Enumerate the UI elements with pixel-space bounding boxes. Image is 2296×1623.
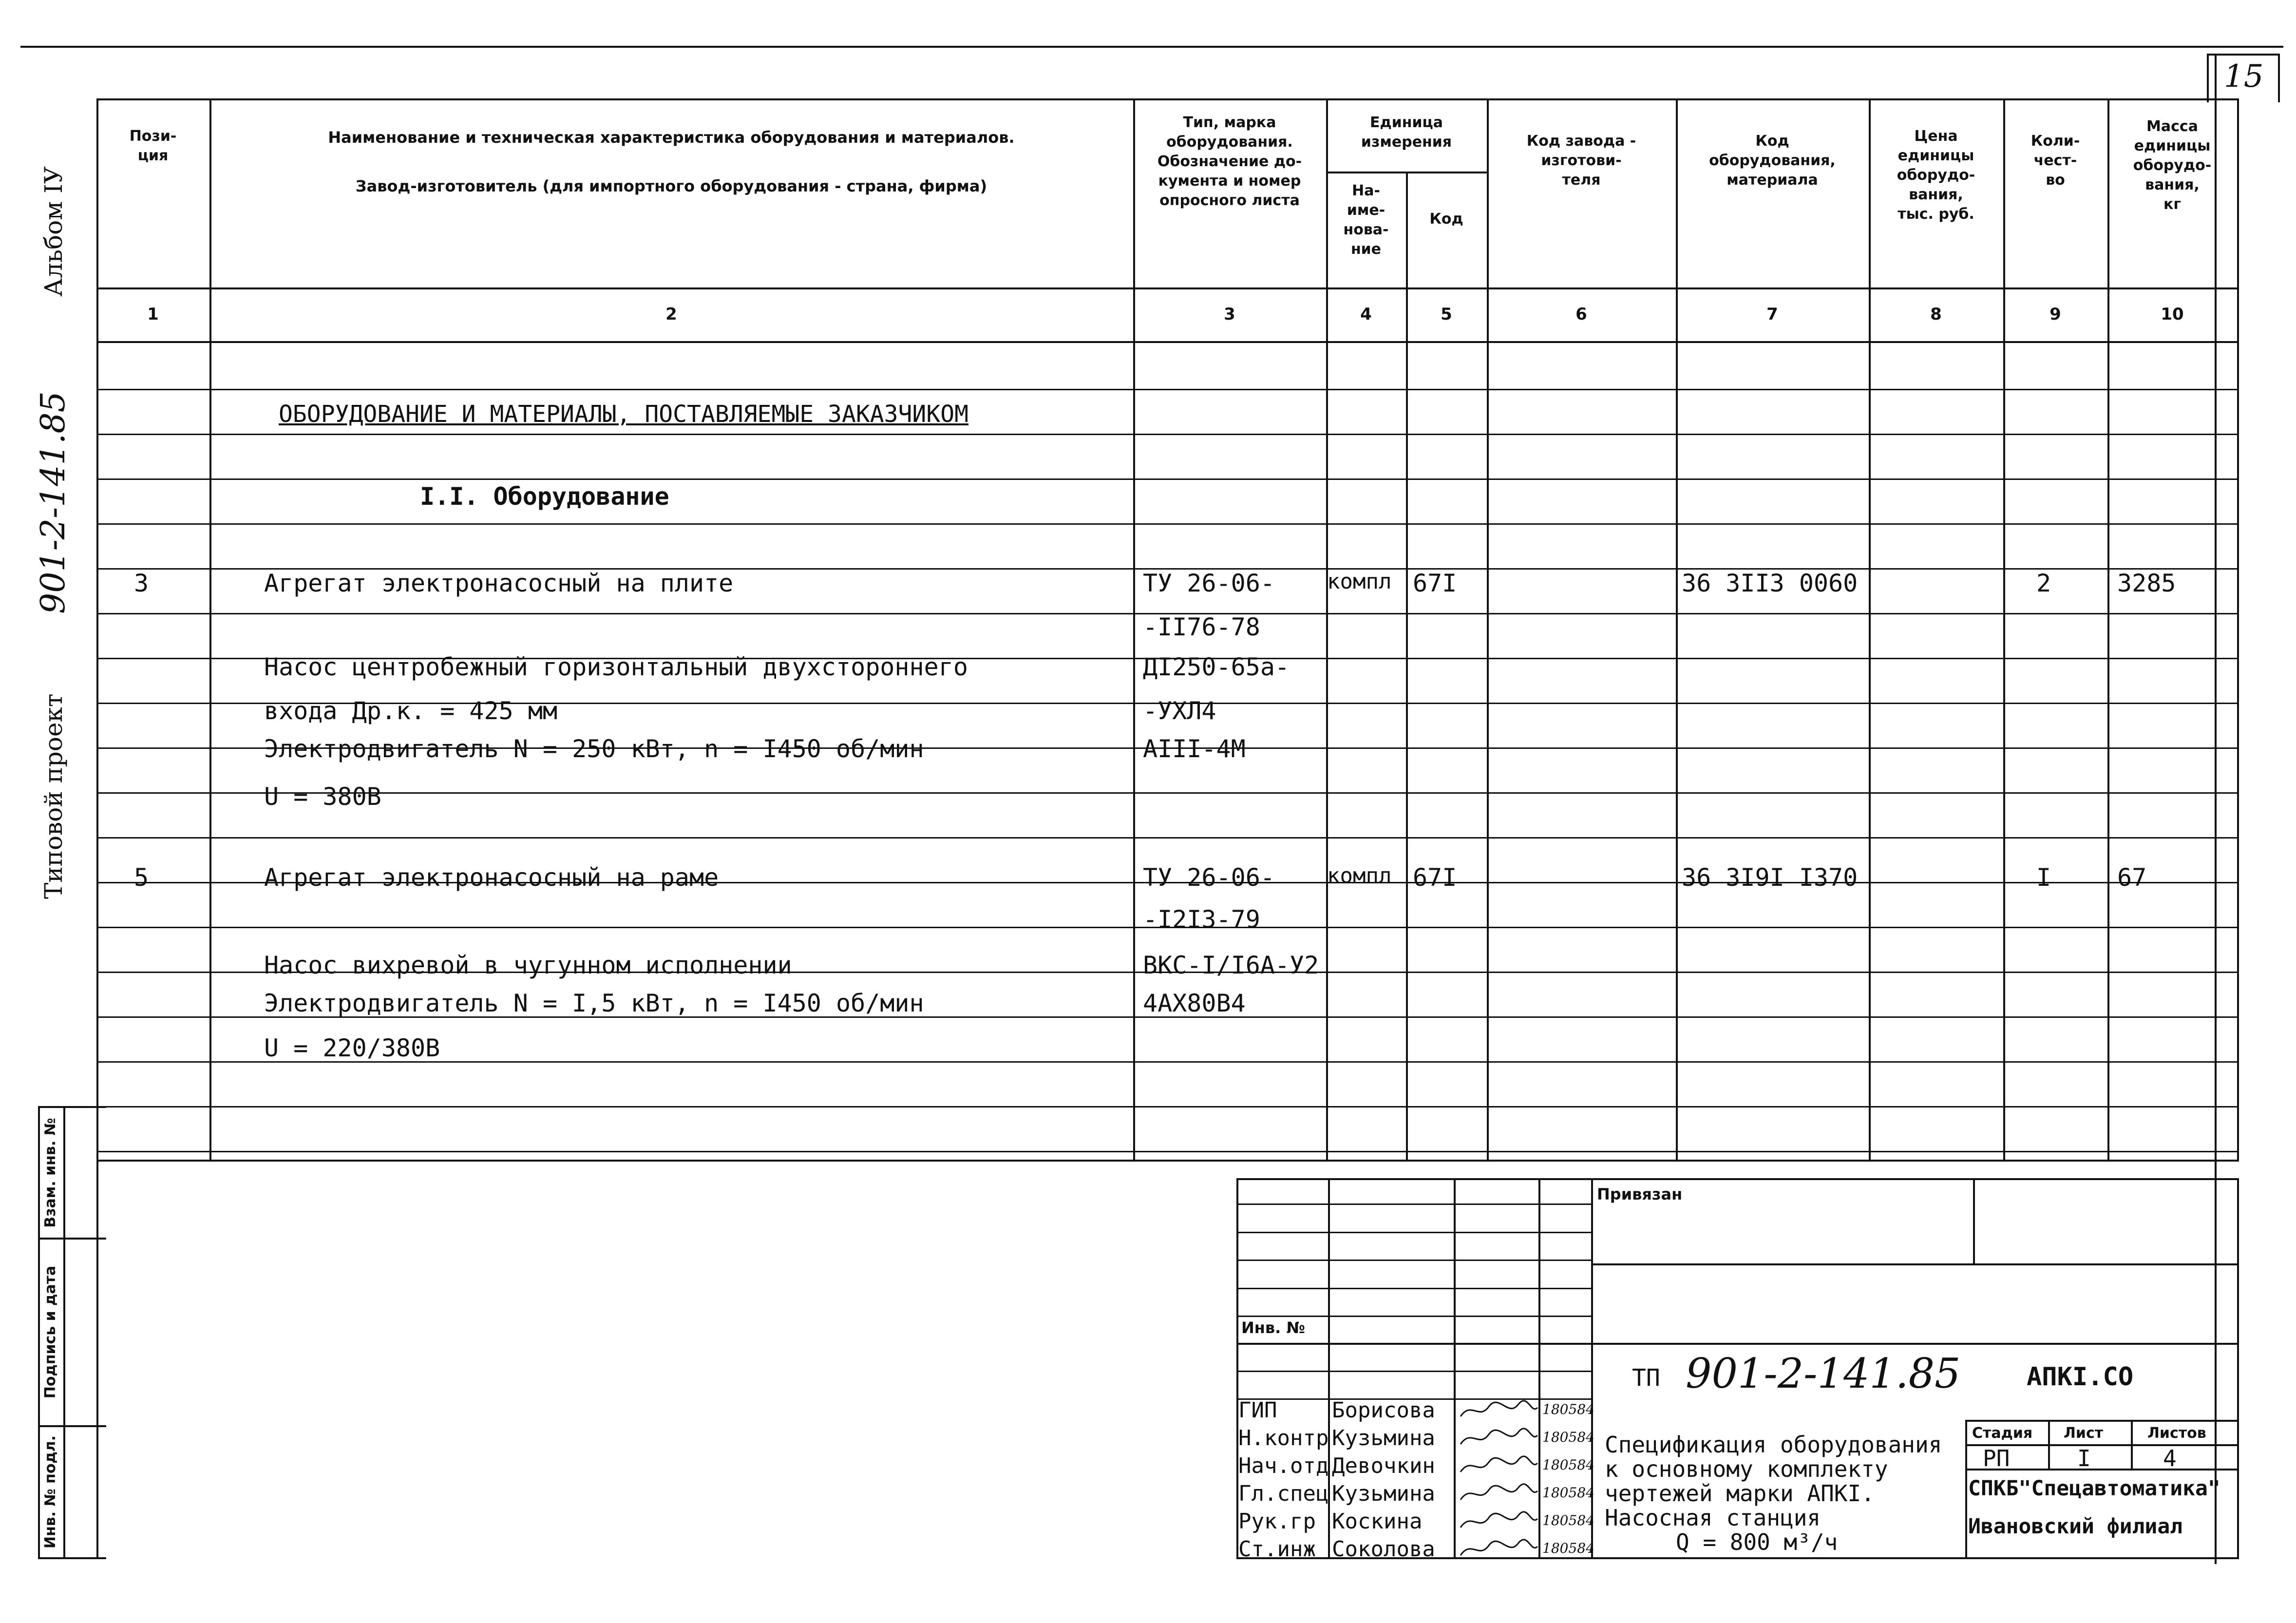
signer-role: Рук.гр — [1238, 1509, 1316, 1534]
item-equipment-code: 36 3I9I I370 — [1682, 863, 1858, 892]
signature-mark — [1458, 1426, 1540, 1451]
item-name: Агрегат электронасосный на раме — [264, 863, 719, 892]
item-unit-name: компл — [1327, 569, 1392, 594]
column-header: Код оборудования, материала — [1709, 133, 1836, 189]
column-number: 9 — [2049, 305, 2061, 324]
column-header: На- име- нова- ние — [1343, 182, 1389, 258]
sheet-label: Лист — [2064, 1425, 2104, 1442]
doc-title-line: Q = 800 м³/ч — [1676, 1529, 1838, 1555]
row-divider — [96, 792, 2239, 794]
signature-mark — [1458, 1481, 1540, 1507]
signer-role: ГИП — [1238, 1398, 1277, 1423]
row-divider — [96, 478, 2239, 480]
subsection-title: I.I. Оборудование — [420, 482, 669, 511]
doc-code: 901-2-141.85 — [1686, 1350, 1961, 1397]
side-album-label: Альбом IУ — [39, 166, 68, 297]
signer-date: 180584 — [1542, 1401, 1594, 1417]
column-header: Код — [1429, 210, 1463, 228]
item-type-mark: 4АХ80В4 — [1143, 989, 1246, 1017]
item-name: Электродвигатель N = 250 кВт, n = I450 об/мин — [264, 735, 924, 763]
column-number: 7 — [1766, 305, 1778, 324]
signer-name: Соколова — [1332, 1537, 1435, 1562]
row-divider — [96, 1106, 2239, 1107]
section-title: ОБОРУДОВАНИЕ И МАТЕРИАЛЫ, ПОСТАВЛЯЕМЫЕ ЗАКАЗЧИКОМ — [279, 401, 969, 428]
column-divider — [1676, 98, 1678, 1160]
item-unit-name: компл — [1327, 863, 1392, 888]
column-header: Цена единицы оборудо- вания, тыс. руб. — [1897, 128, 1975, 223]
signer-date: 180584 — [1542, 1429, 1594, 1445]
signer-name: Девочкин — [1332, 1453, 1435, 1478]
column-header: Коли- чест- во — [2030, 133, 2080, 189]
signature-mark — [1458, 1453, 1540, 1479]
column-number: 1 — [147, 305, 159, 324]
inv-no-label: Инв. № — [1241, 1318, 1305, 1337]
column-header: Пози- ция — [129, 128, 177, 164]
item-name: Электродвигатель N = I,5 кВт, n = I450 об/мин — [264, 989, 924, 1017]
unit-group-header: Единица измерения — [1361, 114, 1452, 151]
item-name: Насос вихревой в чугунном исполнении — [264, 951, 792, 979]
item-position: 3 — [134, 569, 149, 597]
item-mass: 67 — [2117, 863, 2147, 892]
item-type-mark: АIII-4М — [1143, 735, 1246, 763]
row-divider — [96, 434, 2239, 435]
column-header: Тип, марка оборудования. Обозначение до- кумента и номер опросного листа — [1157, 114, 1302, 209]
stamp-inv-no-orig: Инв. № подл. — [42, 1435, 59, 1549]
signer-role: Н.контр — [1238, 1426, 1329, 1451]
signer-date: 180584 — [1542, 1485, 1594, 1501]
item-type-mark: ТУ 26-06- — [1143, 569, 1275, 597]
item-type-mark: ДI250-65а- — [1143, 653, 1290, 681]
item-quantity: I — [2036, 863, 2051, 892]
row-divider — [96, 837, 2239, 839]
column-divider — [1487, 98, 1489, 1160]
column-divider — [1869, 98, 1871, 1160]
signer-date: 180584 — [1542, 1457, 1594, 1473]
row-divider — [96, 389, 2239, 390]
signer-name: Кузьмина — [1332, 1481, 1435, 1506]
signature-mark — [1458, 1537, 1540, 1562]
item-type-mark: -I2I3-79 — [1143, 905, 1260, 934]
column-number: 2 — [665, 305, 677, 324]
item-quantity: 2 — [2036, 569, 2051, 597]
column-divider — [209, 98, 211, 1160]
item-name: Агрегат электронасосный на плите — [264, 569, 734, 597]
org-name-line2: Ивановский филиал — [1968, 1514, 2183, 1539]
item-type-mark: -УХЛ4 — [1143, 697, 1216, 725]
side-typical-project-label: Типовой проект — [39, 693, 68, 899]
item-type-mark: -II76-78 — [1143, 613, 1260, 641]
signer-role: Ст.инж — [1238, 1537, 1316, 1562]
signer-name: Борисова — [1332, 1398, 1435, 1423]
item-mass: 3285 — [2117, 569, 2176, 597]
side-project-code: 901-2-141.85 — [34, 391, 73, 614]
item-type-mark: ТУ 26-06- — [1143, 863, 1275, 892]
stage-value: РП — [1983, 1445, 2010, 1471]
item-type-mark: ВКС-I/I6А-У2 — [1143, 951, 1319, 979]
signer-role: Нач.отд — [1238, 1453, 1329, 1478]
doc-title-line: чертежей марки АПКI. — [1605, 1480, 1875, 1507]
row-divider — [96, 523, 2239, 525]
column-number: 10 — [2161, 305, 2184, 324]
doc-title-line: Спецификация оборудования — [1605, 1432, 1942, 1458]
column-divider — [2003, 98, 2005, 1160]
row-divider — [96, 1151, 2239, 1152]
signer-role: Гл.спец — [1238, 1481, 1329, 1506]
signer-date: 180584 — [1542, 1540, 1594, 1556]
column-header: Масса единицы оборудо- вания, кг — [2133, 118, 2212, 213]
doc-title-line: к основному комплекту — [1605, 1456, 1888, 1482]
sheets-value: 4 — [2163, 1445, 2177, 1471]
signer-name: Коскина — [1332, 1509, 1423, 1534]
signature-mark — [1458, 1398, 1540, 1423]
item-unit-code: 67I — [1413, 569, 1457, 597]
doc-title-line: Насосная станция — [1605, 1505, 1821, 1531]
stamp-signature-date: Подпись и дата — [42, 1265, 59, 1399]
column-header: Код завода - изготови- теля — [1526, 133, 1636, 189]
stage-label: Стадия — [1972, 1425, 2033, 1442]
org-name-line1: СПКБ"Спецавтоматика" — [1968, 1476, 2220, 1501]
signer-name: Кузьмина — [1332, 1426, 1435, 1451]
item-equipment-code: 36 3II3 0060 — [1682, 569, 1858, 597]
column-header: Наименование и техническая характеристика оборудования и материалов. Завод-изготовитель (для импортного оборудования - страна, фирма) — [328, 128, 1015, 195]
sheet-value: I — [2077, 1445, 2091, 1471]
item-name: U = 220/380В — [264, 1034, 440, 1062]
sheet-number: 15 — [2224, 58, 2264, 95]
item-name: входа Др.к. = 425 мм — [264, 697, 558, 725]
column-divider — [1133, 98, 1135, 1160]
column-number: 3 — [1224, 305, 1235, 324]
doc-code-prefix: ТП — [1632, 1364, 1660, 1392]
item-position: 5 — [134, 863, 149, 892]
item-name: U = 380В — [264, 783, 381, 811]
doc-mark: АПКI.СО — [2027, 1362, 2134, 1392]
item-unit-code: 67I — [1413, 863, 1457, 892]
stamp-inv-no-vzam: Взам. инв. № — [42, 1118, 59, 1228]
column-number: 6 — [1575, 305, 1587, 324]
signature-mark — [1458, 1509, 1540, 1534]
column-number: 8 — [1930, 305, 1942, 324]
column-number: 5 — [1441, 305, 1452, 324]
sheets-label: Листов — [2147, 1425, 2206, 1442]
privyazan-label: Привязан — [1597, 1185, 1683, 1203]
column-number: 4 — [1360, 305, 1372, 324]
column-divider — [2107, 98, 2109, 1160]
signer-date: 180584 — [1542, 1512, 1594, 1528]
item-name: Насос центробежный горизонтальный двухстороннего — [264, 653, 968, 681]
